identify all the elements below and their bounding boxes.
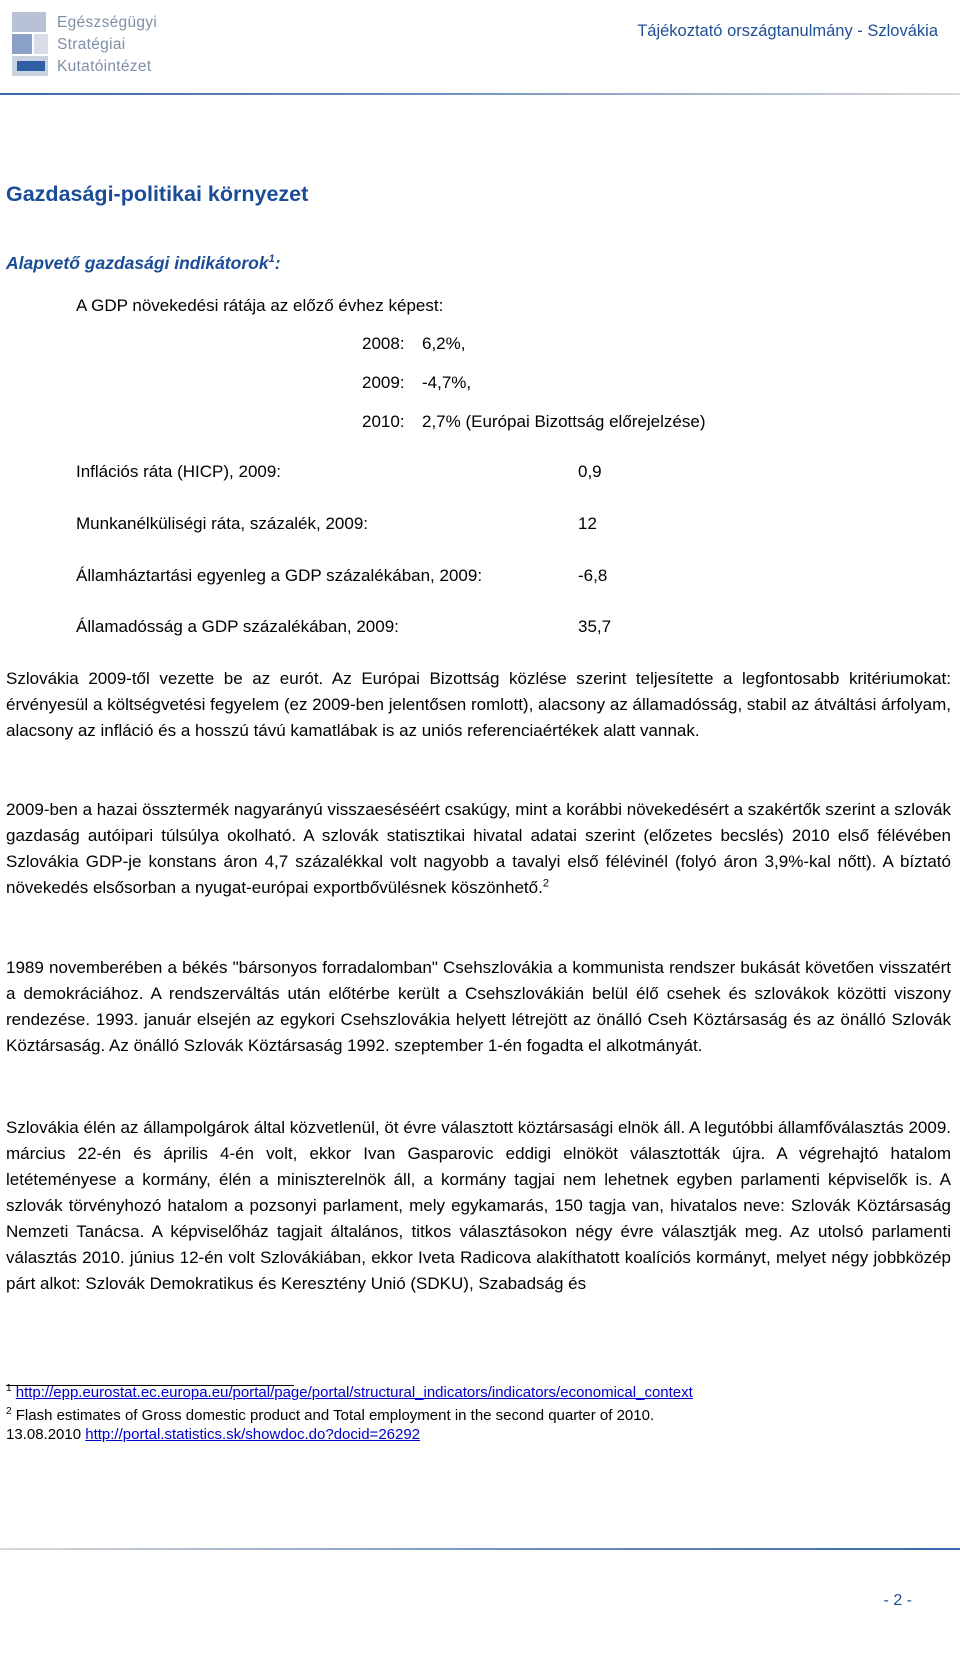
footnote-1-link[interactable]: http://epp.eurostat.ec.europa.eu/portal/page/portal/structural_indicators/indicators/economical_context [15, 1384, 693, 1401]
header-divider [0, 93, 960, 95]
indicator-value-public-debt: 35,7 [578, 617, 612, 636]
subsection-title [6, 253, 281, 274]
logo-line-3: Kutatóintézet [57, 58, 152, 75]
footnote-ref-2[interactable]: 2 [542, 877, 549, 890]
footer-divider [0, 1548, 960, 1550]
gdp-value-2010: 2,7% (Európai Bizottság előrejelzése) [422, 412, 706, 431]
footnote-1-number: 1 [6, 1383, 12, 1394]
footnote-ref-1[interactable]: 1 [268, 253, 275, 266]
paragraph-history: 1989 novemberében a békés "bársonyos forradalomban" Csehszlovákia a kommunista rendszer bukását követően visszatért a demokráciához. A rendszerváltás után előtérbe került a Csehszlovákián belül élő csehek és szlovákok közötti viszony rendezése. 1993. január elsején az egykori Csehszlovákia helyett létrejött az önálló Cseh Köztársaság és az önálló Szlovák Köztársaság. Az önálló Szlovák Köztársaság 1992. szeptember 1-én fogadta el alkotmányát. [6, 958, 951, 1055]
footnote-2-date: 13.08.2010 [6, 1426, 82, 1443]
logo-line-2: Stratégiai [57, 36, 126, 53]
paragraph-euro: Szlovákia 2009-től vezette be az eurót. Az Európai Bizottság közlése szerint teljesítette a legfontosabb kritériumokat: érvényesül a költségvetési fegyelem (ez 2009-ben jelentősen romlott), alacsony az államadósság, stabil az átváltási árfolyam, alacsony az infláció és a hosszú távú kamatlábak is az uniós referenciaértékek alatt vannak. [6, 669, 951, 740]
logo-line-1: Egészségügyi [57, 14, 158, 31]
gdp-year-2009: 2009: [362, 373, 405, 392]
subsection-title-text: Alapvető gazdasági indikátorok [6, 253, 269, 273]
indicator-value-budget-balance: -6,8 [578, 566, 608, 585]
section-title: Gazdasági-politikai környezet [6, 182, 309, 206]
page-number: - 2 - [883, 1592, 912, 1609]
gdp-value-2009: -4,7%, [422, 373, 472, 392]
page-header [0, 0, 960, 100]
gdp-value-2008: 6,2%, [422, 334, 466, 353]
gdp-year-2010: 2010: [362, 412, 405, 431]
footnote-2-link[interactable]: http://portal.statistics.sk/showdoc.do?docid=26292 [85, 1426, 421, 1443]
subsection-colon: : [274, 253, 281, 273]
footnote-2-source [6, 1424, 420, 1446]
institute-logo [12, 12, 162, 78]
indicator-label-public-debt: Államadósság a GDP százalékában, 2009: [76, 617, 399, 636]
footnote-2-text: Flash estimates of Gross domestic product and Total employment in the second quarter of 2010. [15, 1407, 655, 1424]
footnote-2-number: 2 [6, 1406, 12, 1417]
paragraph-gdp [6, 797, 951, 901]
indicator-value-inflation: 0,9 [578, 462, 602, 481]
logo-text [57, 12, 157, 78]
indicator-label-budget-balance: Államháztartási egyenleg a GDP százalékában, 2009: [76, 566, 483, 585]
gdp-year-2008: 2008: [362, 334, 405, 353]
indicator-value-unemployment: 12 [578, 514, 597, 533]
gdp-label: A GDP növekedési rátája az előző évhez képest: [76, 296, 444, 315]
indicator-label-inflation: Inflációs ráta (HICP), 2009: [76, 462, 282, 481]
header-title: Tájékoztató országtanulmány - Szlovákia [637, 22, 938, 40]
logo-mark-icon [12, 12, 62, 76]
paragraph-politics: Szlovákia élén az állampolgárok által közvetlenül, öt évre választott köztársasági elnök áll. A legutóbbi államfőválasztás 2009. március 22-én és április 4-én volt, ekkor Ivan Gasparovic eddigi elnököt választották újra. A végrehajtó hatalom letéteményese a kormány, élén a miniszterelnök áll, a kormány tagjai nem lehetnek egyben parlamenti képviselők is. A szlovák törvényhozó hatalom a pozsonyi parlament, mely egykamarás, 150 tagja van, hivatalos neve: Szlovák Köztársaság Nemzeti Tanácsa. A képviselőház tagjait általános, titkos választásokon négy évre választják meg. Az utolsó parlamenti választás 2010. június 12-én volt Szlovákiában, ekkor Iveta Radicova alakíthatott koalíciós kormányt, melyet négy jobbközép párt alkot: Szlovák Demokratikus és Keresztény Unió (SDKU), Szabadság és [6, 1118, 951, 1293]
indicator-label-unemployment: Munkanélküliségi ráta, százalék, 2009: [76, 514, 368, 533]
paragraph-gdp-text: 2009-ben a hazai össztermék nagyarányú visszaeséséért csakúgy, mint a korábbi növekedésért a szakértők szerint a szlovák gazdaság autóipari túlsúlya okolható. A szlovák statisztikai hivatal adatai szerint (előzetes becslés) 2010 első félévében Szlovákia GDP-je konstans áron 4,7 százalékkal volt nagyobb a tavalyi első félévinél (folyó áron 3,9%-kal nőtt). A bíztató növekedés elsősorban a nyugat-európai exportbővülésnek köszönhető. [6, 800, 951, 897]
